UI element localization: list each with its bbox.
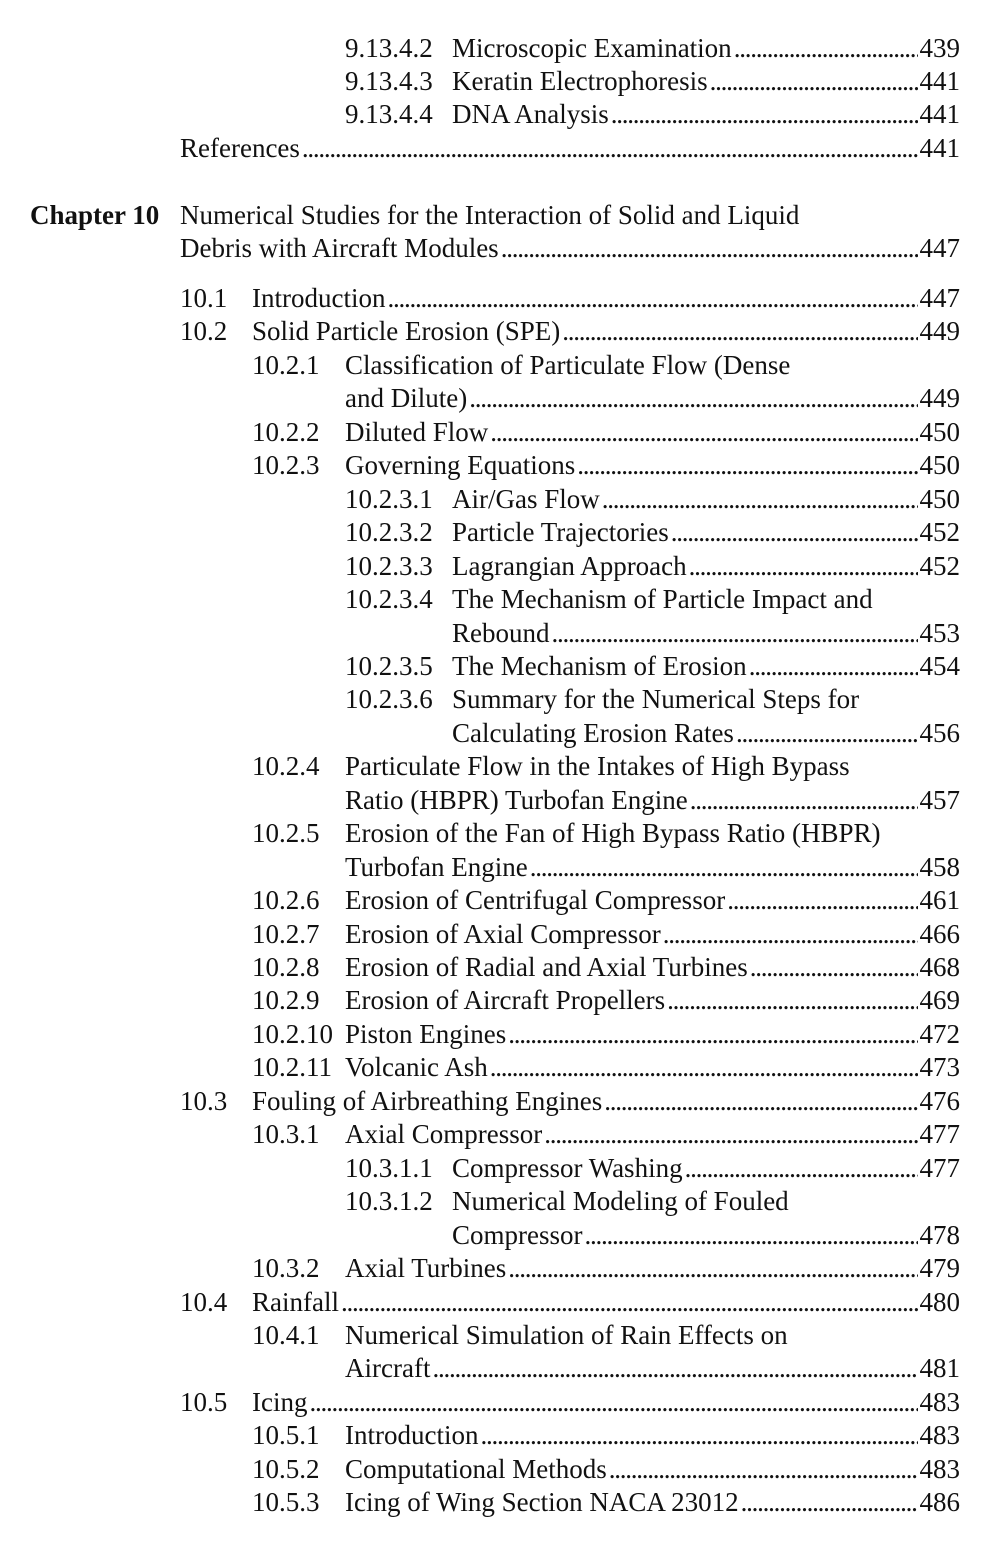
entry-title: Rebound <box>452 617 550 648</box>
entry-page: 453 <box>919 617 960 648</box>
dot-leader <box>710 64 918 98</box>
dot-leader <box>302 131 918 165</box>
entry-page: 441 <box>919 99 960 129</box>
entry-page: 468 <box>919 952 960 982</box>
entry-title: Compressor Washing <box>452 1152 683 1183</box>
dot-leader <box>508 1017 917 1051</box>
toc-entry <box>0 1184 960 1218</box>
entry-number: 10.2.3.2 <box>345 517 433 548</box>
dot-leader <box>736 716 918 750</box>
entry-number: 9.13.4.2 <box>345 33 433 63</box>
entry-page: 477 <box>919 1119 960 1150</box>
entry-title: Rainfall <box>252 1286 339 1317</box>
dot-leader <box>604 1084 917 1118</box>
dot-leader <box>749 649 918 683</box>
toc-entry <box>0 515 960 549</box>
entry-title: Introduction <box>345 1420 479 1451</box>
toc-entry <box>0 883 960 917</box>
toc-entry <box>0 1017 960 1051</box>
entry-page: 450 <box>919 416 960 447</box>
entry-number: 10.5.2 <box>252 1453 320 1484</box>
toc-entry <box>0 1385 960 1419</box>
toc-entry <box>0 582 960 616</box>
dot-leader <box>490 415 917 449</box>
entry-number: 10.4.1 <box>252 1319 320 1350</box>
toc-entry <box>0 281 960 315</box>
toc-entry-continuation <box>0 716 960 750</box>
entry-title: Numerical Modeling of Fouled <box>452 1186 789 1217</box>
dot-leader <box>671 515 918 549</box>
chapter-label: Chapter 10 <box>30 200 160 230</box>
entry-number: 10.3.1.1 <box>345 1152 433 1183</box>
toc-entry <box>0 1318 960 1352</box>
entry-number: 10.3.1 <box>252 1119 320 1150</box>
entry-title: Lagrangian Approach <box>452 550 687 581</box>
entry-number: 9.13.4.4 <box>345 99 433 129</box>
entry-number: 10.2.4 <box>252 751 320 782</box>
entry-page: 457 <box>919 784 960 815</box>
entry-number: 10.2.2 <box>252 416 320 447</box>
entry-number: 10.3 <box>180 1085 228 1116</box>
entry-page: 441 <box>919 133 960 163</box>
entry-title: Icing of Wing Section NACA 23012 <box>345 1487 739 1518</box>
toc-entry <box>0 482 960 516</box>
toc-entry-continuation <box>0 616 960 650</box>
entry-title: Diluted Flow <box>345 416 489 447</box>
dot-leader <box>341 1285 918 1319</box>
entry-page: 469 <box>919 985 960 1016</box>
toc-entry <box>0 682 960 716</box>
toc-entry <box>0 448 960 482</box>
toc-entry <box>0 917 960 951</box>
entry-number: 10.2.3.4 <box>345 584 433 615</box>
dot-leader <box>544 1117 917 1151</box>
toc-entry <box>0 749 960 783</box>
entry-number: 10.2.1 <box>252 349 320 380</box>
toc-entry-continuation <box>0 1351 960 1385</box>
entry-title: Fouling of Airbreathing Engines <box>252 1085 603 1116</box>
dot-leader <box>469 381 917 415</box>
entry-title: Piston Engines <box>345 1018 507 1049</box>
entry-title: The Mechanism of Erosion <box>452 650 747 681</box>
entry-title: Volcanic Ash <box>345 1052 488 1083</box>
toc-entry <box>0 1151 960 1185</box>
entry-title: Erosion of Centrifugal Compressor <box>345 885 726 916</box>
entry-title: Axial Turbines <box>345 1253 507 1284</box>
entry-page: 458 <box>919 851 960 882</box>
chapter-heading-cont <box>0 231 960 265</box>
dot-leader <box>552 616 918 650</box>
entry-title: The Mechanism of Particle Impact and <box>452 584 873 615</box>
entry-page: 452 <box>919 550 960 581</box>
entry-title: Calculating Erosion Rates <box>452 717 734 748</box>
dot-leader <box>530 850 918 884</box>
entry-page: 472 <box>919 1018 960 1049</box>
dot-leader <box>741 1485 918 1519</box>
dot-leader <box>577 448 917 482</box>
chapter-title-line2: Debris with Aircraft Modules <box>180 233 499 263</box>
toc-entry <box>0 1050 960 1084</box>
toc-entry <box>0 64 960 98</box>
entry-page: 454 <box>919 650 960 681</box>
entry-number: 10.2.7 <box>252 918 320 949</box>
entry-title: and Dilute) <box>345 383 468 414</box>
entry-page: 466 <box>919 918 960 949</box>
toc-entry-continuation <box>0 381 960 415</box>
entry-title: DNA Analysis <box>452 99 609 129</box>
entry-page: 483 <box>919 1453 960 1484</box>
entry-number: 10.5 <box>180 1386 228 1417</box>
entry-title: Air/Gas Flow <box>452 483 600 514</box>
entry-number: 10.2.3 <box>252 450 320 481</box>
entry-number: 10.3.1.2 <box>345 1186 433 1217</box>
dot-leader <box>689 549 918 583</box>
toc-entry <box>0 1084 960 1118</box>
entry-number: 10.2.8 <box>252 952 320 982</box>
dot-leader <box>309 1385 917 1419</box>
entry-page: 486 <box>919 1487 960 1518</box>
entry-title: References <box>180 133 300 163</box>
entry-number: 10.3.2 <box>252 1253 320 1284</box>
toc-entry <box>0 816 960 850</box>
dot-leader <box>508 1251 917 1285</box>
dot-leader <box>432 1351 917 1385</box>
entry-number: 10.2.9 <box>252 985 320 1016</box>
dot-leader <box>663 917 918 951</box>
entry-page: 450 <box>919 450 960 481</box>
toc-entry-continuation <box>0 783 960 817</box>
dot-leader <box>609 1452 918 1486</box>
dot-leader <box>602 482 918 516</box>
entry-title: Turbofan Engine <box>345 851 528 882</box>
entry-page: 449 <box>919 316 960 347</box>
entry-page: 479 <box>919 1253 960 1284</box>
chapter-heading <box>0 198 960 232</box>
entry-title: Aircraft <box>345 1353 431 1384</box>
dot-leader <box>667 983 917 1017</box>
entry-page: 476 <box>919 1085 960 1116</box>
toc-entry <box>0 950 960 984</box>
toc-entry-references <box>0 131 960 165</box>
toc-entry <box>0 1452 960 1486</box>
dot-leader <box>611 97 918 131</box>
entry-page: 478 <box>919 1219 960 1250</box>
entry-title: Governing Equations <box>345 450 576 481</box>
entry-title: Erosion of Axial Compressor <box>345 918 661 949</box>
toc-entry <box>0 549 960 583</box>
entry-title: Summary for the Numerical Steps for <box>452 684 860 715</box>
chapter-title-line1: Numerical Studies for the Interaction of Solid and Liquid <box>180 200 800 230</box>
entry-number: 10.2.5 <box>252 818 320 849</box>
entry-number: 10.2.10 <box>252 1018 333 1049</box>
entry-page: 473 <box>919 1052 960 1083</box>
dot-leader <box>387 281 917 315</box>
dot-leader <box>750 950 918 984</box>
toc-entry <box>0 1485 960 1519</box>
toc-entry <box>0 1117 960 1151</box>
entry-number: 10.5.3 <box>252 1487 320 1518</box>
entry-number: 10.2.11 <box>252 1052 332 1083</box>
entry-title: Particulate Flow in the Intakes of High Bypass <box>345 751 850 782</box>
entry-title: Classification of Particulate Flow (Dense <box>345 349 791 380</box>
entry-title: Compressor <box>452 1219 583 1250</box>
dot-leader <box>734 31 918 65</box>
entry-title: Computational Methods <box>345 1453 607 1484</box>
entry-page: 483 <box>919 1386 960 1417</box>
entry-title: Introduction <box>252 283 386 313</box>
toc-entry <box>0 97 960 131</box>
entry-page: 441 <box>919 66 960 96</box>
toc-entry <box>0 31 960 65</box>
entry-number: 9.13.4.3 <box>345 66 433 96</box>
entry-number: 10.4 <box>180 1286 228 1317</box>
toc-entry <box>0 1418 960 1452</box>
dot-leader <box>585 1218 918 1252</box>
toc-entry <box>0 1285 960 1319</box>
entry-page: 481 <box>919 1353 960 1384</box>
dot-leader <box>685 1151 918 1185</box>
entry-page: 461 <box>919 885 960 916</box>
toc-entry-continuation <box>0 850 960 884</box>
dot-leader <box>727 883 917 917</box>
entry-title: Solid Particle Erosion (SPE) <box>252 316 561 347</box>
entry-page: 477 <box>919 1152 960 1183</box>
entry-page: 483 <box>919 1420 960 1451</box>
entry-title: Icing <box>252 1386 308 1417</box>
toc-entry <box>0 649 960 683</box>
entry-number: 10.2.3.6 <box>345 684 433 715</box>
entry-number: 10.2 <box>180 316 228 347</box>
toc-entry <box>0 1251 960 1285</box>
entry-page: 439 <box>919 33 960 63</box>
entry-number: 10.1 <box>180 283 228 313</box>
entry-title: Erosion of the Fan of High Bypass Ratio (HBPR) <box>345 818 881 849</box>
entry-page: 447 <box>919 283 960 313</box>
entry-number: 10.5.1 <box>252 1420 320 1451</box>
entry-page: 450 <box>919 483 960 514</box>
entry-page: 449 <box>919 383 960 414</box>
entry-number: 10.2.3.5 <box>345 650 433 681</box>
entry-page: 456 <box>919 717 960 748</box>
dot-leader <box>490 1050 918 1084</box>
dot-leader <box>562 314 917 348</box>
entry-title: Ratio (HBPR) Turbofan Engine <box>345 784 688 815</box>
entry-number: 10.2.3.1 <box>345 483 433 514</box>
entry-page: 480 <box>919 1286 960 1317</box>
entry-number: 10.2.6 <box>252 885 320 916</box>
toc-entry <box>0 415 960 449</box>
toc-entry <box>0 314 960 348</box>
entry-page: 452 <box>919 517 960 548</box>
toc-entry <box>0 348 960 382</box>
entry-title: Numerical Simulation of Rain Effects on <box>345 1319 788 1350</box>
entry-title: Erosion of Aircraft Propellers <box>345 985 666 1016</box>
entry-title: Particle Trajectories <box>452 517 669 548</box>
dot-leader <box>501 231 918 265</box>
dot-leader <box>690 783 918 817</box>
entry-title: Microscopic Examination <box>452 33 732 63</box>
chapter-page: 447 <box>919 233 960 263</box>
toc-entry <box>0 983 960 1017</box>
entry-title: Keratin Electrophoresis <box>452 66 708 96</box>
dot-leader <box>480 1418 917 1452</box>
entry-title: Axial Compressor <box>345 1119 543 1150</box>
entry-title: Erosion of Radial and Axial Turbines <box>345 952 748 982</box>
entry-number: 10.2.3.3 <box>345 550 433 581</box>
toc-entry-continuation <box>0 1218 960 1252</box>
